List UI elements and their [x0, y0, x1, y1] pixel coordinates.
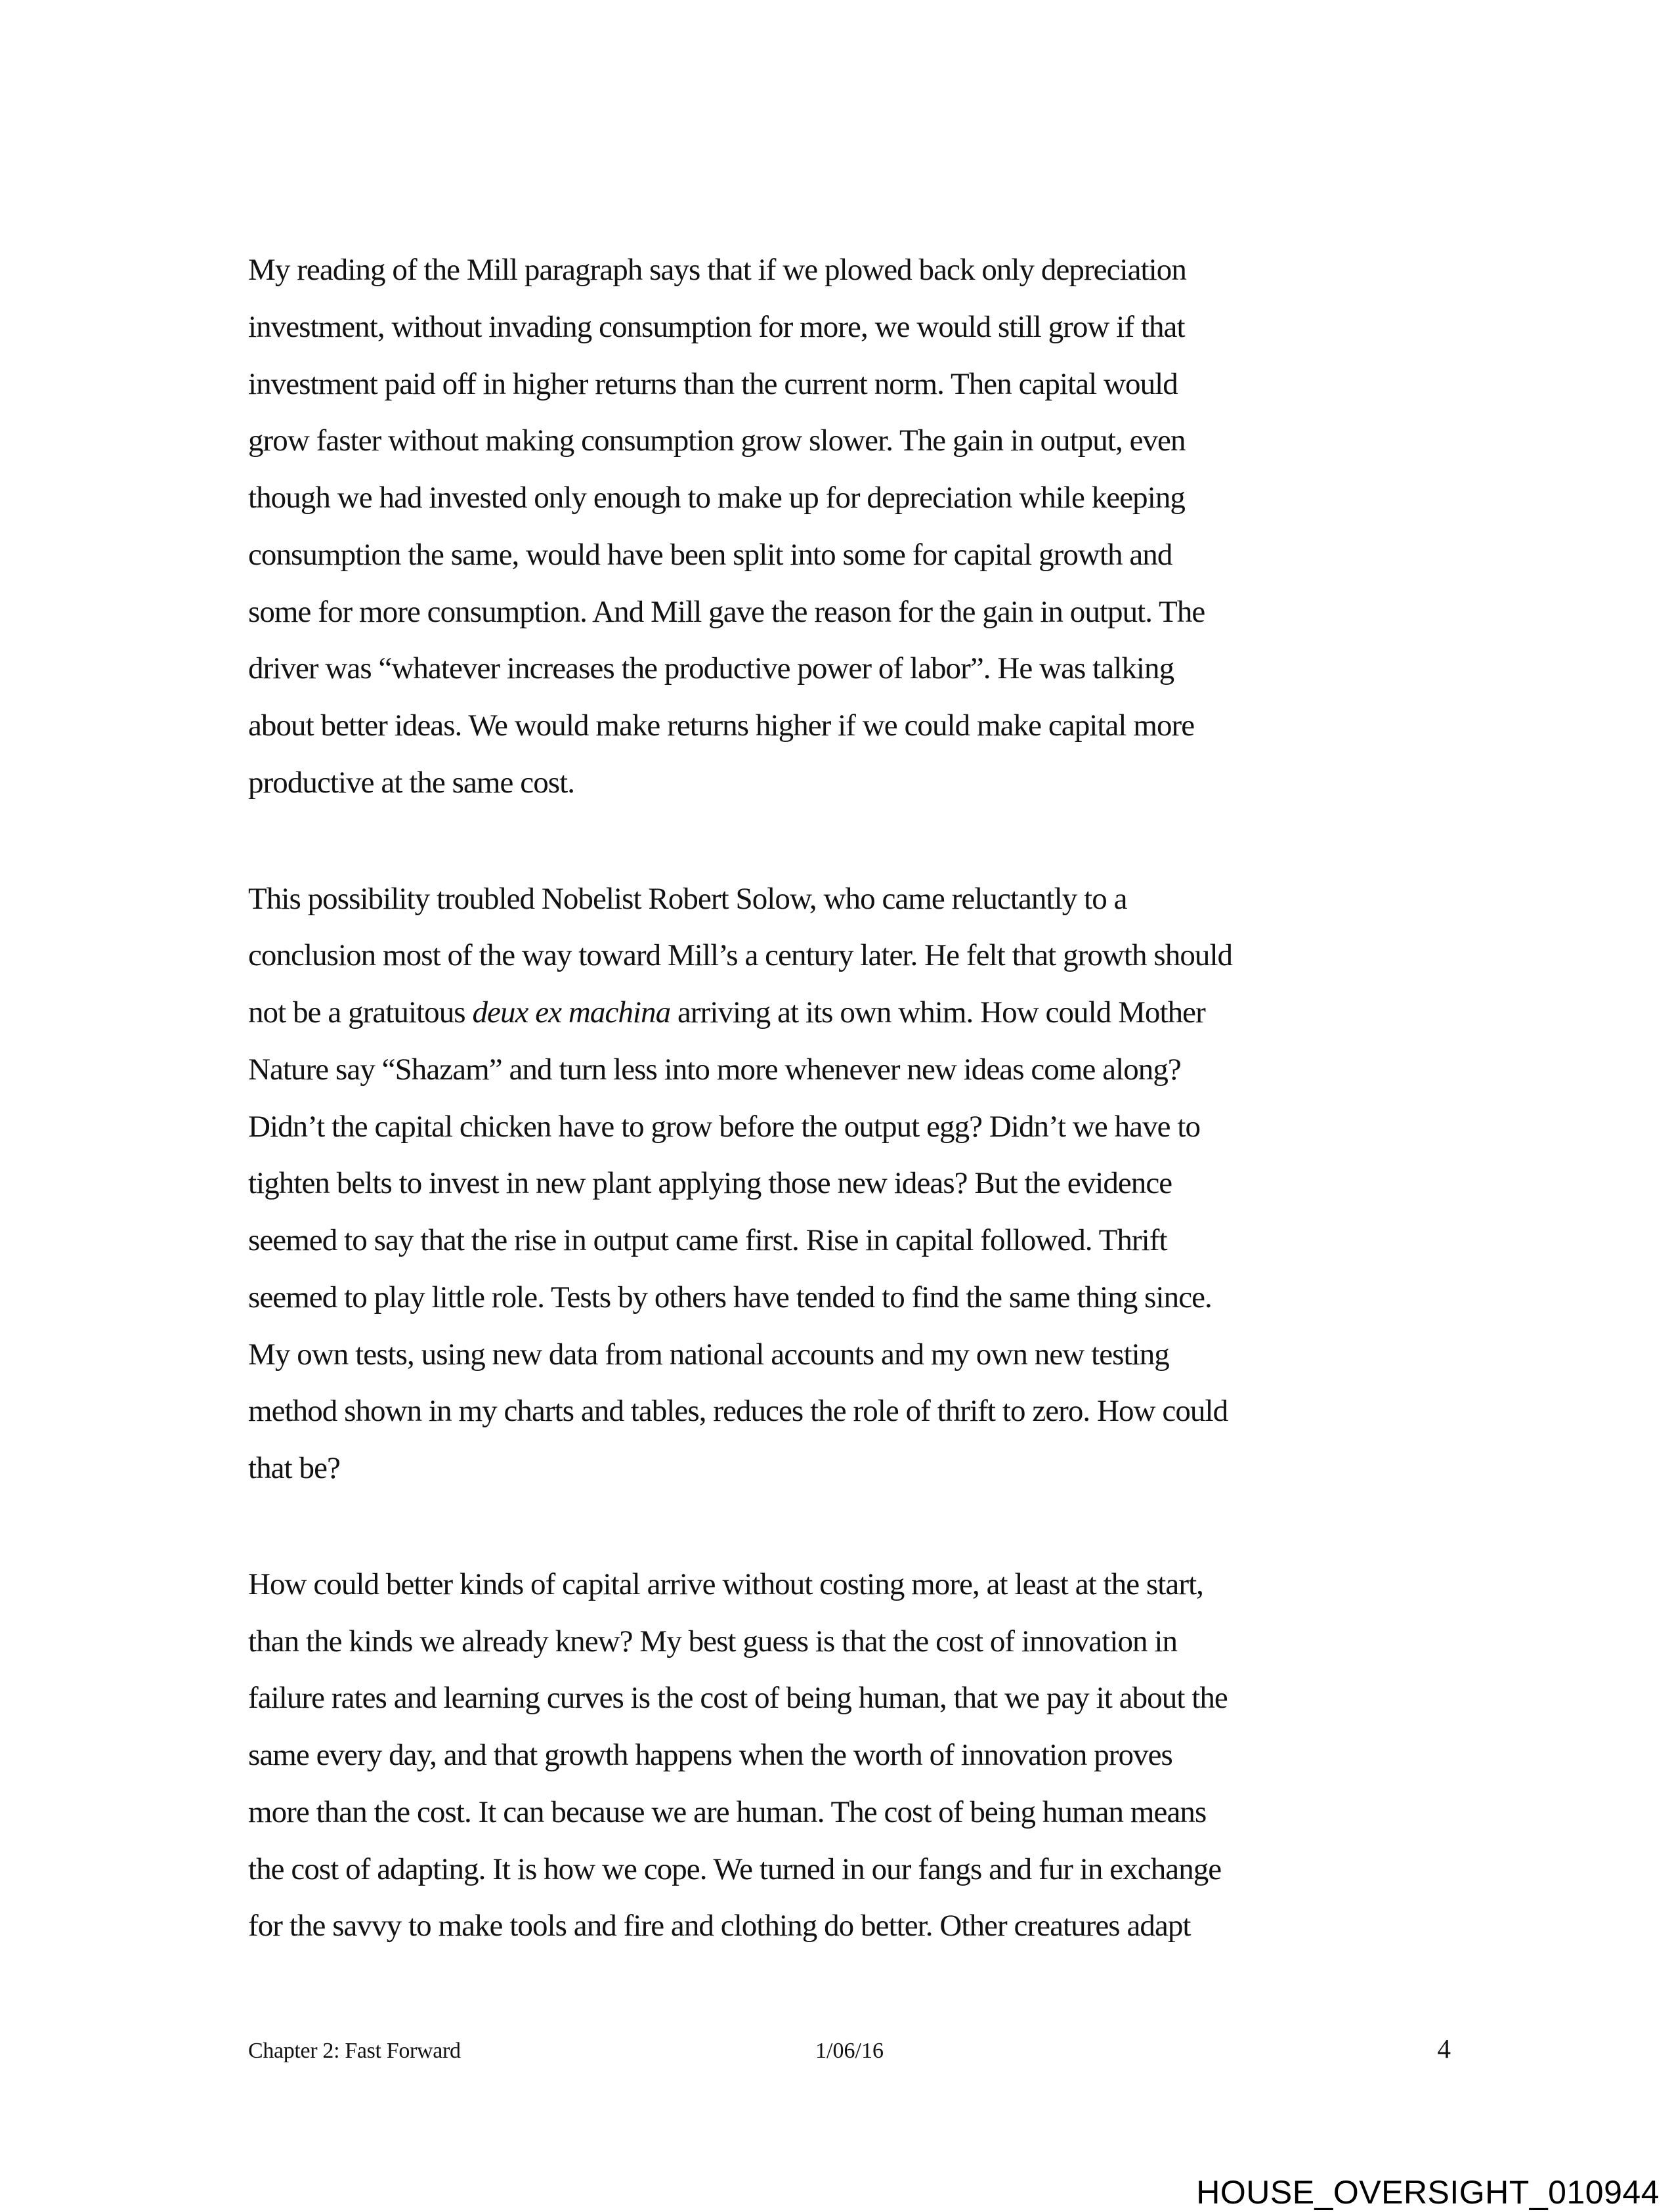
text-line: grow faster without making consumption grow slower. The gain in output, even — [248, 423, 1186, 458]
text-line: productive at the same cost. — [248, 765, 575, 800]
page-body — [248, 242, 1456, 1955]
text-line: same every day, and that growth happens when the worth of innovation proves — [248, 1738, 1172, 1772]
text-line: though we had invested only enough to make up for depreciation while keeping — [248, 481, 1185, 515]
paragraph — [248, 1556, 1456, 1955]
text-line: My reading of the Mill paragraph says that if we plowed back only depreciation — [248, 253, 1186, 287]
text-line: seemed to say that the rise in output came first. Rise in capital followed. Thrift — [248, 1223, 1167, 1257]
text-line: investment, without invading consumption for more, we would still grow if that — [248, 309, 1185, 344]
text-line: consumption the same, would have been split into some for capital growth and — [248, 537, 1172, 572]
text-line: This possibility troubled Nobelist Robert Solow, who came reluctantly to a — [248, 881, 1127, 916]
text-line: tighten belts to invest in new plant applying those new ideas? But the evidence — [248, 1166, 1172, 1201]
bates-stamp-watermark: HOUSE_OVERSIGHT_010944 — [1196, 2174, 1660, 2211]
text-line: not be a gratuitous deux ex machina arriving at its own whim. How could Mother — [248, 995, 1205, 1030]
footer-date: 1/06/16 — [815, 2039, 884, 2063]
text-line: Didn’t the capital chicken have to grow before the output egg? Didn’t we have to — [248, 1109, 1201, 1144]
text-line: more than the cost. It can because we are human. The cost of being human means — [248, 1794, 1207, 1829]
page-number: 4 — [1437, 2033, 1451, 2064]
text-line: failure rates and learning curves is the cost of being human, that we pay it about the — [248, 1681, 1228, 1716]
footer-chapter-label: Chapter 2: Fast Forward — [248, 2039, 461, 2063]
text-line: seemed to play little role. Tests by others have tended to find the same thing since. — [248, 1280, 1212, 1314]
text-line: for the savvy to make tools and fire and clothing do better. Other creatures adapt — [248, 1909, 1191, 1943]
text-line: investment paid off in higher returns than the current norm. Then capital would — [248, 366, 1178, 401]
text-line: My own tests, using new data from national accounts and my own new testing — [248, 1337, 1169, 1372]
text-line: that be? — [248, 1451, 340, 1485]
text-line: the cost of adapting. It is how we cope. We turned in our fangs and fur in exchange — [248, 1852, 1222, 1886]
page-footer — [248, 2033, 1451, 2064]
text-line: about better ideas. We would make returns higher if we could make capital more — [248, 708, 1195, 743]
text-line: How could better kinds of capital arrive without costing more, at least at the start, — [248, 1567, 1203, 1601]
text-line: conclusion most of the way toward Mill’s a century later. He felt that growth should — [248, 938, 1233, 973]
paragraph — [248, 242, 1456, 812]
text-line: than the kinds we already knew? My best guess is that the cost of innovation in — [248, 1624, 1178, 1659]
text-line: some for more consumption. And Mill gave the reason for the gain in output. The — [248, 594, 1205, 629]
text-line: driver was “whatever increases the productive power of labor”. He was talking — [248, 651, 1174, 686]
text-line: Nature say “Shazam” and turn less into more whenever new ideas come along? — [248, 1052, 1181, 1087]
italic-phrase: deux ex machina — [472, 995, 671, 1030]
text-line: method shown in my charts and tables, reduces the role of thrift to zero. How could — [248, 1394, 1228, 1429]
paragraph — [248, 871, 1456, 1497]
